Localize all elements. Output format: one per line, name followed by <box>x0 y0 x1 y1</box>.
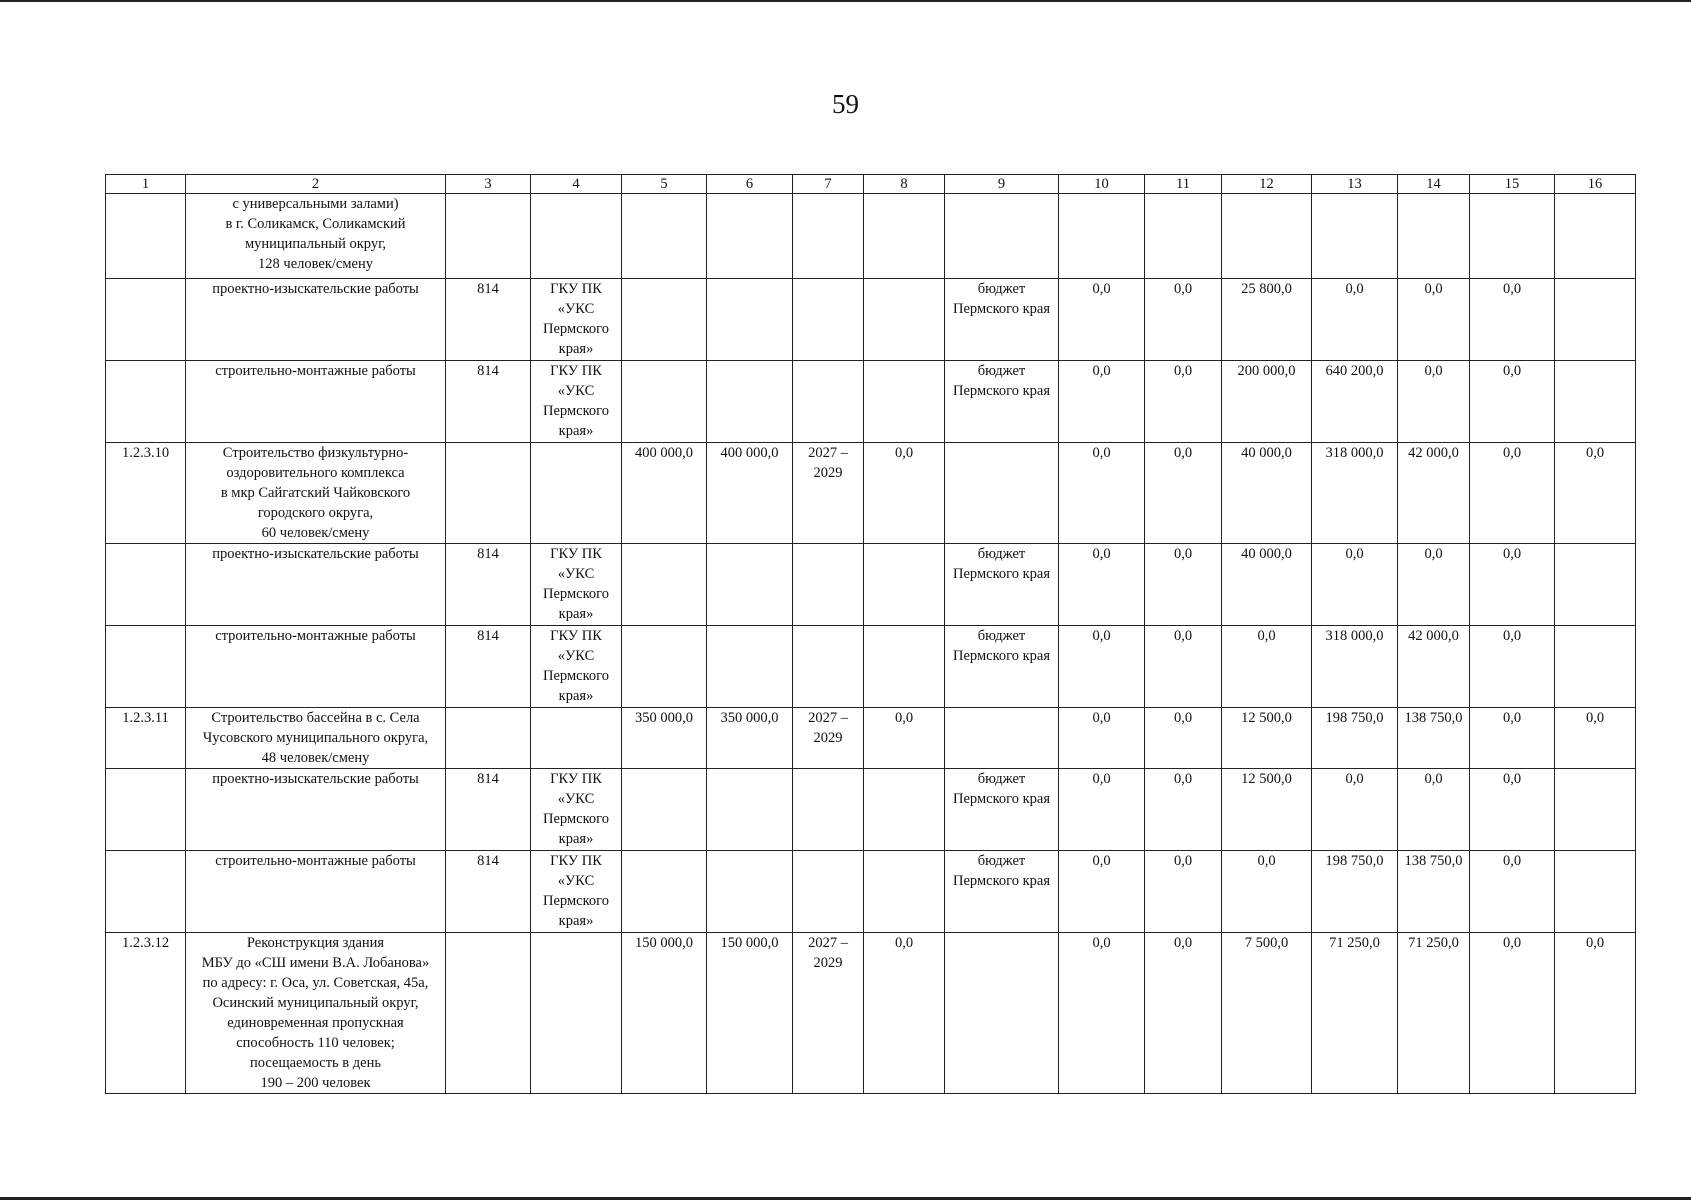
table-cell-col-11: 0,0 <box>1145 851 1222 933</box>
table-cell-col-3 <box>446 708 531 769</box>
table-cell-col-2: Строительство физкультурно- оздоровительного комплекса в мкр Сайгатский Чайковского городского округа, 60 человек/смену <box>186 443 446 544</box>
table-cell-col-1: 1.2.3.11 <box>106 708 186 769</box>
table-cell-col-6: 350 000,0 <box>707 708 793 769</box>
table-cell-col-5 <box>622 194 707 279</box>
table-row <box>106 769 1636 851</box>
table-cell-col-12: 12 500,0 <box>1222 708 1312 769</box>
table-cell-col-15: 0,0 <box>1470 544 1555 626</box>
table-cell-col-15: 0,0 <box>1470 708 1555 769</box>
table-cell-col-16: 0,0 <box>1555 933 1636 1094</box>
table-cell-col-13 <box>1312 194 1398 279</box>
table-cell-col-8 <box>864 194 945 279</box>
table-cell-col-9 <box>945 708 1059 769</box>
table-cell-col-7: 2027 – 2029 <box>793 443 864 544</box>
table-cell-col-2: строительно-монтажные работы <box>186 361 446 443</box>
column-header-2: 2 <box>186 175 446 194</box>
table-cell-col-9 <box>945 933 1059 1094</box>
table-cell-col-10: 0,0 <box>1059 769 1145 851</box>
table-cell-col-7: 2027 – 2029 <box>793 708 864 769</box>
column-header-10: 10 <box>1059 175 1145 194</box>
column-header-8: 8 <box>864 175 945 194</box>
table-cell-col-1 <box>106 279 186 361</box>
table-cell-col-13: 198 750,0 <box>1312 851 1398 933</box>
table-cell-col-4 <box>531 708 622 769</box>
table-cell-col-15: 0,0 <box>1470 279 1555 361</box>
table-cell-col-3 <box>446 443 531 544</box>
table-cell-col-2: проектно-изыскательские работы <box>186 544 446 626</box>
table-cell-col-12: 40 000,0 <box>1222 443 1312 544</box>
table-cell-col-12: 200 000,0 <box>1222 361 1312 443</box>
table-cell-col-14 <box>1398 194 1470 279</box>
table-cell-col-5: 400 000,0 <box>622 443 707 544</box>
table-row <box>106 279 1636 361</box>
table-cell-col-12 <box>1222 194 1312 279</box>
table-cell-col-14: 138 750,0 <box>1398 851 1470 933</box>
table-cell-col-8: 0,0 <box>864 443 945 544</box>
column-header-16: 16 <box>1555 175 1636 194</box>
table-cell-col-13: 0,0 <box>1312 279 1398 361</box>
table-cell-col-1 <box>106 361 186 443</box>
table-cell-col-4: ГКУ ПК «УКС Пермского края» <box>531 769 622 851</box>
table-cell-col-14: 0,0 <box>1398 769 1470 851</box>
page-number: 59 <box>832 89 859 119</box>
table-cell-col-10: 0,0 <box>1059 279 1145 361</box>
table-cell-col-5 <box>622 769 707 851</box>
table-cell-col-4: ГКУ ПК «УКС Пермского края» <box>531 851 622 933</box>
table-cell-col-12: 12 500,0 <box>1222 769 1312 851</box>
table-cell-col-12: 0,0 <box>1222 626 1312 708</box>
table-cell-col-13: 318 000,0 <box>1312 626 1398 708</box>
table-cell-col-3: 814 <box>446 851 531 933</box>
table-cell-col-7 <box>793 544 864 626</box>
table-cell-col-12: 0,0 <box>1222 851 1312 933</box>
table-cell-col-4: ГКУ ПК «УКС Пермского края» <box>531 279 622 361</box>
table-cell-col-9: бюджет Пермского края <box>945 544 1059 626</box>
table-cell-col-13: 198 750,0 <box>1312 708 1398 769</box>
table-row <box>106 708 1636 769</box>
table-cell-col-12: 25 800,0 <box>1222 279 1312 361</box>
table-cell-col-3: 814 <box>446 544 531 626</box>
table-cell-col-16 <box>1555 769 1636 851</box>
table-cell-col-5 <box>622 626 707 708</box>
table-cell-col-5: 350 000,0 <box>622 708 707 769</box>
table-cell-col-3: 814 <box>446 769 531 851</box>
table-cell-col-1 <box>106 626 186 708</box>
table-cell-col-16 <box>1555 626 1636 708</box>
table-cell-col-16 <box>1555 361 1636 443</box>
table-cell-col-10: 0,0 <box>1059 851 1145 933</box>
table-cell-col-10 <box>1059 194 1145 279</box>
table-cell-col-6: 150 000,0 <box>707 933 793 1094</box>
table-row <box>106 194 1636 279</box>
table-cell-col-7 <box>793 361 864 443</box>
table-cell-col-6: 400 000,0 <box>707 443 793 544</box>
table-cell-col-1 <box>106 769 186 851</box>
table-cell-col-10: 0,0 <box>1059 361 1145 443</box>
table-cell-col-5 <box>622 851 707 933</box>
table-cell-col-13: 318 000,0 <box>1312 443 1398 544</box>
table-cell-col-5 <box>622 361 707 443</box>
table-cell-col-15: 0,0 <box>1470 443 1555 544</box>
column-header-5: 5 <box>622 175 707 194</box>
table-cell-col-7 <box>793 769 864 851</box>
table-cell-col-5: 150 000,0 <box>622 933 707 1094</box>
column-header-14: 14 <box>1398 175 1470 194</box>
table-cell-col-4: ГКУ ПК «УКС Пермского края» <box>531 361 622 443</box>
table-cell-col-8: 0,0 <box>864 708 945 769</box>
table-cell-col-12: 7 500,0 <box>1222 933 1312 1094</box>
table-cell-col-6 <box>707 851 793 933</box>
table-cell-col-8 <box>864 626 945 708</box>
table-cell-col-8 <box>864 769 945 851</box>
table-cell-col-15: 0,0 <box>1470 361 1555 443</box>
table-cell-col-13: 0,0 <box>1312 769 1398 851</box>
table-row <box>106 361 1636 443</box>
table-cell-col-16 <box>1555 194 1636 279</box>
budget-table <box>105 174 1636 1094</box>
table-cell-col-16 <box>1555 851 1636 933</box>
table-cell-col-13: 0,0 <box>1312 544 1398 626</box>
table-cell-col-14: 0,0 <box>1398 361 1470 443</box>
table-cell-col-8 <box>864 279 945 361</box>
table-cell-col-15: 0,0 <box>1470 626 1555 708</box>
column-header-9: 9 <box>945 175 1059 194</box>
table-cell-col-10: 0,0 <box>1059 933 1145 1094</box>
table-cell-col-11: 0,0 <box>1145 443 1222 544</box>
table-cell-col-13: 640 200,0 <box>1312 361 1398 443</box>
column-header-12: 12 <box>1222 175 1312 194</box>
table-cell-col-3: 814 <box>446 626 531 708</box>
table-cell-col-9: бюджет Пермского края <box>945 361 1059 443</box>
table-cell-col-1 <box>106 194 186 279</box>
table-cell-col-10: 0,0 <box>1059 708 1145 769</box>
table-cell-col-11: 0,0 <box>1145 544 1222 626</box>
table-cell-col-9: бюджет Пермского края <box>945 279 1059 361</box>
table-cell-col-6 <box>707 769 793 851</box>
table-cell-col-8 <box>864 544 945 626</box>
table-cell-col-6 <box>707 194 793 279</box>
top-border-line <box>0 0 1691 2</box>
table-row <box>106 443 1636 544</box>
table-cell-col-9: бюджет Пермского края <box>945 769 1059 851</box>
table-cell-col-5 <box>622 279 707 361</box>
table-cell-col-15 <box>1470 194 1555 279</box>
table-cell-col-11: 0,0 <box>1145 626 1222 708</box>
table-cell-col-8: 0,0 <box>864 933 945 1094</box>
table-cell-col-2: строительно-монтажные работы <box>186 851 446 933</box>
table-cell-col-15: 0,0 <box>1470 769 1555 851</box>
table-cell-col-2: проектно-изыскательские работы <box>186 769 446 851</box>
table-cell-col-3: 814 <box>446 361 531 443</box>
table-row <box>106 851 1636 933</box>
table-cell-col-7: 2027 – 2029 <box>793 933 864 1094</box>
table-cell-col-14: 0,0 <box>1398 279 1470 361</box>
table-cell-col-14: 42 000,0 <box>1398 626 1470 708</box>
table-cell-col-4: ГКУ ПК «УКС Пермского края» <box>531 626 622 708</box>
column-header-3: 3 <box>446 175 531 194</box>
table-cell-col-1 <box>106 851 186 933</box>
table-cell-col-6 <box>707 361 793 443</box>
column-header-11: 11 <box>1145 175 1222 194</box>
table-cell-col-9 <box>945 443 1059 544</box>
table-cell-col-1: 1.2.3.12 <box>106 933 186 1094</box>
table-cell-col-14: 42 000,0 <box>1398 443 1470 544</box>
table-cell-col-14: 138 750,0 <box>1398 708 1470 769</box>
table-row <box>106 626 1636 708</box>
table-cell-col-16: 0,0 <box>1555 708 1636 769</box>
table-cell-col-2: Строительство бассейна в с. Села Чусовского муниципального округа, 48 человек/смену <box>186 708 446 769</box>
table-cell-col-12: 40 000,0 <box>1222 544 1312 626</box>
table-cell-col-2: строительно-монтажные работы <box>186 626 446 708</box>
table-cell-col-4 <box>531 443 622 544</box>
column-header-4: 4 <box>531 175 622 194</box>
table-cell-col-11: 0,0 <box>1145 279 1222 361</box>
table-cell-col-4 <box>531 194 622 279</box>
table-cell-col-1 <box>106 544 186 626</box>
table-cell-col-11: 0,0 <box>1145 361 1222 443</box>
table-cell-col-7 <box>793 851 864 933</box>
table-cell-col-9: бюджет Пермского края <box>945 626 1059 708</box>
table-row <box>106 544 1636 626</box>
table-cell-col-10: 0,0 <box>1059 626 1145 708</box>
table-header-row <box>106 175 1636 194</box>
table-cell-col-2: с универсальными залами) в г. Соликамск, Соликамский муниципальный округ, 128 человек/смену <box>186 194 446 279</box>
table-cell-col-1: 1.2.3.10 <box>106 443 186 544</box>
table-cell-col-11: 0,0 <box>1145 769 1222 851</box>
table-cell-col-6 <box>707 626 793 708</box>
table-cell-col-11: 0,0 <box>1145 708 1222 769</box>
table-cell-col-8 <box>864 851 945 933</box>
table-cell-col-16: 0,0 <box>1555 443 1636 544</box>
table-cell-col-13: 71 250,0 <box>1312 933 1398 1094</box>
table-cell-col-14: 71 250,0 <box>1398 933 1470 1094</box>
table-cell-col-6 <box>707 544 793 626</box>
table-cell-col-15: 0,0 <box>1470 851 1555 933</box>
table-cell-col-4: ГКУ ПК «УКС Пермского края» <box>531 544 622 626</box>
table-cell-col-5 <box>622 544 707 626</box>
table-cell-col-9 <box>945 194 1059 279</box>
table-cell-col-14: 0,0 <box>1398 544 1470 626</box>
table-cell-col-8 <box>864 361 945 443</box>
table-cell-col-3 <box>446 933 531 1094</box>
table-cell-col-2: Реконструкция здания МБУ до «СШ имени В.А. Лобанова» по адресу: г. Оса, ул. Советская, 45а, Осинский муниципальный округ, единовременная пропускная способность 110 человек; посещаемость в день 190 – 200 человек <box>186 933 446 1094</box>
table-cell-col-7 <box>793 194 864 279</box>
table-cell-col-3: 814 <box>446 279 531 361</box>
table-cell-col-16 <box>1555 279 1636 361</box>
table-cell-col-2: проектно-изыскательские работы <box>186 279 446 361</box>
column-header-13: 13 <box>1312 175 1398 194</box>
table-cell-col-9: бюджет Пермского края <box>945 851 1059 933</box>
table-cell-col-16 <box>1555 544 1636 626</box>
table-cell-col-10: 0,0 <box>1059 544 1145 626</box>
table-cell-col-6 <box>707 279 793 361</box>
table-cell-col-7 <box>793 626 864 708</box>
table-cell-col-15: 0,0 <box>1470 933 1555 1094</box>
table-cell-col-11: 0,0 <box>1145 933 1222 1094</box>
table-cell-col-11 <box>1145 194 1222 279</box>
table-cell-col-10: 0,0 <box>1059 443 1145 544</box>
table-row <box>106 933 1636 1094</box>
column-header-6: 6 <box>707 175 793 194</box>
column-header-15: 15 <box>1470 175 1555 194</box>
column-header-7: 7 <box>793 175 864 194</box>
table-cell-col-4 <box>531 933 622 1094</box>
table-cell-col-3 <box>446 194 531 279</box>
table-cell-col-7 <box>793 279 864 361</box>
column-header-1: 1 <box>106 175 186 194</box>
